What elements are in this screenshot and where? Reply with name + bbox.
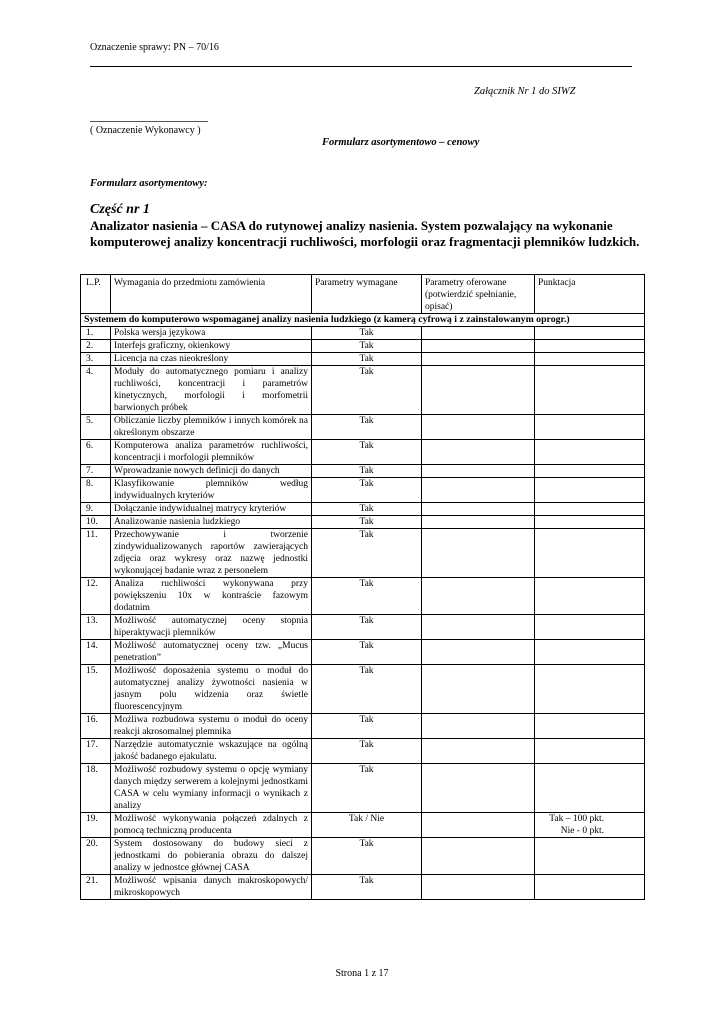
table-row [81, 465, 645, 478]
row-required-param: Tak [312, 714, 422, 739]
row-score [535, 764, 645, 813]
row-number: 3. [81, 353, 111, 366]
row-number: 1. [81, 327, 111, 340]
row-offered-param[interactable] [422, 516, 535, 529]
row-required-param: Tak [312, 529, 422, 578]
row-score [535, 327, 645, 340]
row-required-param: Tak [312, 875, 422, 900]
row-required-param: Tak [312, 366, 422, 415]
row-required-param: Tak [312, 465, 422, 478]
table-row [81, 353, 645, 366]
row-score [535, 665, 645, 714]
row-number: 6. [81, 440, 111, 465]
row-offered-param[interactable] [422, 739, 535, 764]
row-requirement: Polska wersja językowa [111, 327, 312, 340]
table-row [81, 366, 645, 415]
row-required-param: Tak [312, 764, 422, 813]
row-offered-param[interactable] [422, 415, 535, 440]
row-requirement: Dołączanie indywidualnej matrycy kryteriów [111, 503, 312, 516]
row-offered-param[interactable] [422, 529, 535, 578]
row-offered-param[interactable] [422, 764, 535, 813]
row-requirement: Komputerowa analiza parametrów ruchliwości, koncentracji i morfologii plemników [111, 440, 312, 465]
row-offered-param[interactable] [422, 838, 535, 875]
requirements-table [80, 274, 645, 900]
table-row [81, 875, 645, 900]
row-score [535, 353, 645, 366]
table-row [81, 665, 645, 714]
row-score [535, 875, 645, 900]
table-row [81, 529, 645, 578]
row-required-param: Tak [312, 478, 422, 503]
table-row [81, 478, 645, 503]
row-requirement: Możliwość doposażenia systemu o moduł do automatycznej analizy żywotności nasienia w jasnym polu widzenia oraz świetle fluorescencyjnym [111, 665, 312, 714]
part-title: Część nr 1 [90, 202, 150, 217]
row-required-param: Tak [312, 739, 422, 764]
row-requirement: Możliwość wpisania danych makroskopowych/ mikroskopowych [111, 875, 312, 900]
row-number: 2. [81, 340, 111, 353]
table-row [81, 327, 645, 340]
row-score [535, 714, 645, 739]
annex-label: Załącznik Nr 1 do SIWZ [474, 86, 576, 97]
row-score [535, 578, 645, 615]
row-number: 13. [81, 615, 111, 640]
table-row [81, 503, 645, 516]
table-row [81, 578, 645, 615]
row-number: 8. [81, 478, 111, 503]
row-requirement: Przechowywanie i tworzenie zindywidualizowanych raportów zawierających zdjęcia oraz wykresy oraz nazwę jednostki wykonującej badanie wraz z personelem [111, 529, 312, 578]
row-number: 15. [81, 665, 111, 714]
column-header-score: Punktacja [535, 275, 645, 314]
row-offered-param[interactable] [422, 440, 535, 465]
column-header-required-params: Parametry wymagane [312, 275, 422, 314]
row-score [535, 615, 645, 640]
row-offered-param[interactable] [422, 578, 535, 615]
row-requirement: System dostosowany do budowy sieci z jednostkami do pobierania obrazu do dalszej analizy w jednostce głównej CASA [111, 838, 312, 875]
row-offered-param[interactable] [422, 813, 535, 838]
row-requirement: Możliwość rozbudowy systemu o opcję wymiany danych między serwerem a kolejnymi jednostkami CASA w celu wymiany informacji o wynikach z analizy [111, 764, 312, 813]
row-number: 14. [81, 640, 111, 665]
row-required-param: Tak [312, 640, 422, 665]
row-requirement: Obliczanie liczby plemników i innych komórek na określonym obszarze [111, 415, 312, 440]
row-requirement: Analizowanie nasienia ludzkiego [111, 516, 312, 529]
row-required-param: Tak [312, 578, 422, 615]
row-requirement: Wprowadzanie nowych definicji do danych [111, 465, 312, 478]
row-score [535, 516, 645, 529]
table-row [81, 615, 645, 640]
row-requirement: Możliwość automatycznej oceny tzw. „Mucus penetration” [111, 640, 312, 665]
row-number: 16. [81, 714, 111, 739]
row-requirement: Możliwość automatycznej oceny stopnia hiperaktywacji plemników [111, 615, 312, 640]
row-number: 17. [81, 739, 111, 764]
row-offered-param[interactable] [422, 875, 535, 900]
table-header-row [81, 275, 645, 314]
row-score: Tak – 100 pkt. Nie - 0 pkt. [535, 813, 645, 838]
row-number: 9. [81, 503, 111, 516]
row-number: 7. [81, 465, 111, 478]
row-number: 20. [81, 838, 111, 875]
row-offered-param[interactable] [422, 665, 535, 714]
row-score [535, 415, 645, 440]
row-score [535, 465, 645, 478]
row-number: 11. [81, 529, 111, 578]
row-offered-param[interactable] [422, 714, 535, 739]
row-number: 5. [81, 415, 111, 440]
row-score [535, 503, 645, 516]
row-requirement: Możliwość wykonywania połączeń zdalnych z pomocą techniczną producenta [111, 813, 312, 838]
row-score [535, 640, 645, 665]
row-required-param: Tak [312, 838, 422, 875]
row-number: 12. [81, 578, 111, 615]
table-row [81, 739, 645, 764]
row-required-param: Tak [312, 440, 422, 465]
row-number: 19. [81, 813, 111, 838]
page-number: Strona 1 z 17 [335, 968, 389, 979]
form-title: Formularz asortymentowo – cenowy [322, 137, 480, 148]
row-offered-param[interactable] [422, 340, 535, 353]
row-requirement: Narzędzie automatycznie wskazujące na ogólną jakość badanego ejakulatu. [111, 739, 312, 764]
row-number: 10. [81, 516, 111, 529]
row-number: 21. [81, 875, 111, 900]
part-description: Analizator nasienia – CASA do rutynowej analizy nasienia. System pozwalający na wykonanie komputerowej analizy koncentracji ruchliwości, morfologii oraz fragmentacji plemników ludzkich. [90, 218, 640, 249]
row-requirement: Moduły do automatycznego pomiaru i analizy ruchliwości, koncentracji i parametrów kinetycznych, morfologii i morfometrii barwionych próbek [111, 366, 312, 415]
row-score [535, 440, 645, 465]
column-header-lp: L.P. [81, 275, 111, 314]
row-score [535, 478, 645, 503]
column-header-offered-params: Parametry oferowane (potwierdzić spełnianie, opisać) [422, 275, 535, 314]
row-score [535, 340, 645, 353]
row-required-param: Tak [312, 503, 422, 516]
row-required-param: Tak [312, 353, 422, 366]
row-number: 18. [81, 764, 111, 813]
table-row [81, 340, 645, 353]
form-subtitle: Formularz asortymentowy: [90, 178, 208, 189]
row-score [535, 529, 645, 578]
contractor-signature-line [90, 121, 208, 122]
row-requirement: Interfejs graficzny, okienkowy [111, 340, 312, 353]
row-offered-param[interactable] [422, 327, 535, 340]
case-reference: Oznaczenie sprawy: PN – 70/16 [90, 42, 219, 53]
row-required-param: Tak [312, 615, 422, 640]
table-row [81, 516, 645, 529]
header-rule [90, 66, 632, 67]
row-offered-param[interactable] [422, 465, 535, 478]
table-row [81, 440, 645, 465]
row-score [535, 366, 645, 415]
section-title: Systemem do komputerowo wspomaganej analizy nasienia ludzkiego (z kamerą cyfrową i z zainstalowanym oprogr.) [81, 314, 645, 327]
row-offered-param[interactable] [422, 366, 535, 415]
row-offered-param[interactable] [422, 640, 535, 665]
row-requirement: Klasyfikowanie plemników według indywidualnych kryteriów [111, 478, 312, 503]
table-section-row [81, 314, 645, 327]
contractor-label: ( Oznaczenie Wykonawcy ) [90, 125, 201, 136]
row-score [535, 838, 645, 875]
row-required-param: Tak [312, 340, 422, 353]
row-required-param: Tak / Nie [312, 813, 422, 838]
row-required-param: Tak [312, 516, 422, 529]
row-offered-param[interactable] [422, 353, 535, 366]
table-row [81, 640, 645, 665]
row-score [535, 739, 645, 764]
row-number: 4. [81, 366, 111, 415]
row-requirement: Licencja na czas nieokreślony [111, 353, 312, 366]
row-requirement: Możliwa rozbudowa systemu o moduł do oceny reakcji akrosomalnej plemnika [111, 714, 312, 739]
table-row [81, 838, 645, 875]
table-row [81, 714, 645, 739]
row-required-param: Tak [312, 327, 422, 340]
column-header-requirements: Wymagania do przedmiotu zamówienia [111, 275, 312, 314]
row-required-param: Tak [312, 665, 422, 714]
table-row [81, 415, 645, 440]
row-offered-param[interactable] [422, 503, 535, 516]
row-required-param: Tak [312, 415, 422, 440]
row-requirement: Analiza ruchliwości wykonywana przy powiększeniu 10x w kontraście fazowym dodatnim [111, 578, 312, 615]
row-offered-param[interactable] [422, 478, 535, 503]
table-row [81, 813, 645, 838]
table-row [81, 764, 645, 813]
row-offered-param[interactable] [422, 615, 535, 640]
